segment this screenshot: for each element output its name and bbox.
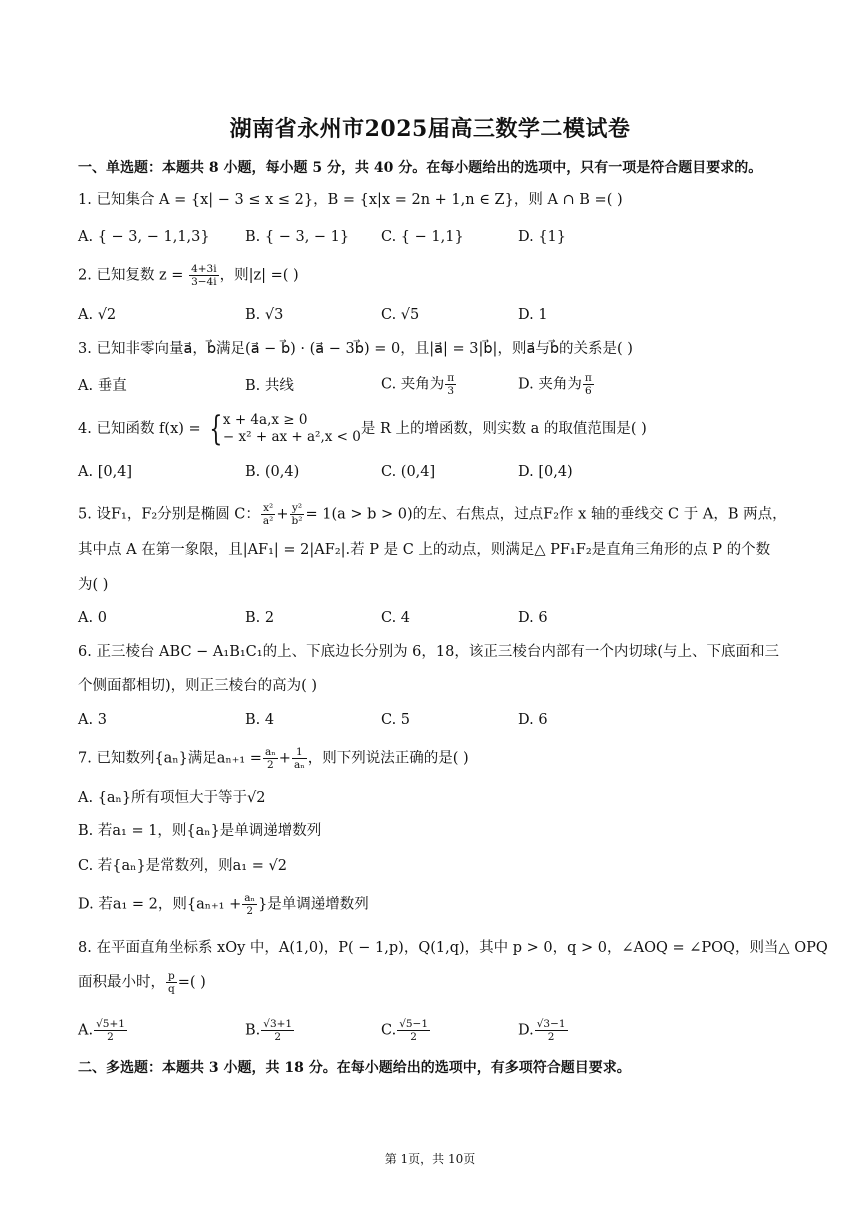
q5-option-a: A. 0 — [78, 610, 107, 626]
q5-fx-num: x² — [261, 502, 275, 515]
q8-option-a — [78, 1018, 128, 1043]
question-7-stem — [78, 746, 790, 771]
q5-fy-den: b² — [291, 515, 303, 527]
q2-option-b: B. √3 — [245, 307, 284, 323]
question-8-line-1: 8. 在平面直角坐标系 xOy 中，A(1,0)，P( − 1,p)，Q(1,q)，其中 p > 0，q > 0，∠AOQ = ∠POQ，则当△ OPQ — [78, 940, 828, 956]
section-single-choice-heading: 一、单选题：本题共 8 小题，每小题 5 分，共 40 分。在每小题给出的选项中，只有一项是符合题目要求的。 — [78, 160, 763, 176]
q3-c-num: π — [447, 372, 455, 384]
q8-b-den: 2 — [274, 1031, 282, 1043]
q8-fraction — [166, 970, 177, 995]
q7-option-c: C. 若{aₙ}是常数列，则a₁ = √2 — [78, 858, 287, 874]
q5-line1-end: = 1(a > b > 0)的左、右焦点，过点F₂作 x 轴的垂线交 C 于 A，B 两点， — [305, 506, 787, 523]
q5-option-c: C. 4 — [381, 610, 411, 626]
q4-option-a: A. [0,4] — [78, 464, 133, 480]
q7-stem-end: ，则下列说法正确的是( ) — [307, 750, 469, 767]
q2-option-c: C. √5 — [381, 307, 420, 323]
q8-option-c-prefix: C. — [381, 1022, 397, 1039]
q8-option-b-prefix: B. — [245, 1022, 261, 1039]
q4-piece-1: x + 4a,x ≥ 0 — [222, 412, 308, 428]
q3-option-a: A. 垂直 — [78, 378, 127, 394]
question-6-line-2: 个侧面都相切)，则正三棱台的高为( ) — [78, 678, 318, 694]
q8-option-c — [381, 1018, 431, 1043]
q2-stem-start: 2. 已知复数 z = — [78, 267, 184, 284]
q7-opt-d-num: aₙ — [244, 892, 256, 904]
q8-c-den: 2 — [410, 1031, 417, 1043]
question-5-line-2: 其中点 A 在第一象限，且|AF₁| = 2|AF₂|.若 P 是 C 上的动点，则满足△ PF₁F₂是直角三角形的点 P 的个数 — [78, 542, 771, 558]
q8-option-c-fraction — [397, 1018, 430, 1043]
q8-b-num: √3+1 — [263, 1018, 293, 1030]
q2-frac-numerator: 4+3i — [191, 263, 217, 275]
q8-option-a-fraction — [94, 1018, 127, 1043]
section-multiple-choice-heading: 二、多选题：本题共 3 小题，共 18 分。在每小题给出的选项中，有多项符合题目要求。 — [78, 1060, 631, 1076]
q6-option-c: C. 5 — [381, 712, 411, 728]
q8-option-d-prefix: D. — [518, 1022, 534, 1039]
q7-stem-start: 7. 已知数列{aₙ}满足aₙ₊₁ = — [78, 750, 262, 767]
q7-f1-num: aₙ — [264, 746, 276, 758]
question-1-stem: 1. 已知集合 A = {x| − 3 ≤ x ≤ 2}，B = {x|x = 2n + 1,n ∈ Z}，则 A ∩ B =( ) — [78, 192, 623, 208]
q3-option-c — [381, 372, 457, 397]
question-8-line-2 — [78, 970, 790, 995]
q6-option-d: D. 6 — [518, 712, 548, 728]
q3-option-d-fraction — [583, 372, 594, 397]
question-6-line-1: 6. 正三棱台 ABC − A₁B₁C₁的上、下底边长分别为 6，18，该正三棱台内部有一个内切球(与上、下底面和三 — [78, 644, 780, 660]
question-2-stem — [78, 263, 790, 288]
q8-a-num: √5+1 — [96, 1018, 125, 1030]
q7-f2-den: aₙ — [293, 759, 305, 771]
question-5-line-1 — [78, 502, 790, 527]
q7-frac-2 — [292, 746, 307, 771]
q7-plus: + — [278, 750, 291, 767]
q7-opt-d-fraction — [242, 892, 257, 917]
q2-option-a: A. √2 — [78, 307, 117, 323]
q4-piecewise — [223, 412, 361, 446]
q5-line1-start: 5. 设F₁，F₂分别是椭圆 C： — [78, 506, 260, 523]
q5-fx-den: a² — [262, 515, 274, 527]
q4-option-b: B. (0,4) — [245, 464, 300, 480]
q4-option-d: D. [0,4) — [518, 464, 573, 480]
q1-option-b: B. { − 3, − 1} — [245, 229, 350, 245]
page-footer: 第 1页，共 10页 — [384, 1152, 476, 1166]
q8-option-b-fraction — [261, 1018, 294, 1043]
q6-option-a: A. 3 — [78, 712, 107, 728]
q8-a-den: 2 — [107, 1031, 114, 1043]
q6-option-b: B. 4 — [245, 712, 275, 728]
q7-option-b: B. 若a₁ = 1，则{aₙ}是单调递增数列 — [78, 823, 322, 839]
q1-option-c: C. { − 1,1} — [381, 229, 464, 245]
q2-fraction — [189, 263, 219, 288]
q5-plus: + — [276, 506, 289, 523]
question-5-line-3: 为( ) — [78, 577, 109, 593]
q7-option-d — [78, 892, 790, 917]
q8-frac-num: p — [168, 970, 175, 982]
q3-d-num: π — [584, 372, 592, 384]
q7-f2-num: 1 — [292, 746, 307, 759]
q3-option-b: B. 共线 — [245, 378, 294, 394]
q8-option-d — [518, 1018, 569, 1043]
q8-option-b — [245, 1018, 295, 1043]
q8-line2-end: =( ) — [177, 974, 206, 991]
q2-stem-end: ，则|z| =( ) — [219, 267, 299, 284]
q4-brace: { — [209, 409, 223, 449]
q1-option-a: A. { − 3, − 1,1,3} — [78, 229, 210, 245]
q7-opt-d-den: 2 — [246, 905, 253, 917]
q3-d-den: 6 — [584, 385, 592, 397]
q8-line2-start: 面积最小时， — [78, 974, 165, 991]
q8-d-den: 2 — [547, 1031, 555, 1043]
q8-option-a-prefix: A. — [78, 1022, 94, 1039]
q7-f1-den: 2 — [267, 759, 274, 771]
q2-frac-denominator: 3−4i — [191, 276, 217, 288]
q7-opt-d-start: D. 若a₁ = 2，则{aₙ₊₁ + — [78, 896, 242, 913]
q4-stem-start: 4. 已知函数 f(x) = — [78, 421, 201, 437]
q5-fy-num: y² — [290, 502, 305, 515]
q3-option-c-label: C. 夹角为 — [381, 376, 445, 393]
question-4-stem — [78, 409, 790, 449]
q3-option-d-label: D. 夹角为 — [518, 376, 582, 393]
q8-frac-den: q — [168, 983, 175, 995]
q5-option-b: B. 2 — [245, 610, 275, 626]
q4-stem-end: 是 R 上的增函数，则实数 a 的取值范围是( ) — [360, 421, 647, 437]
q7-frac-1 — [263, 746, 278, 771]
q1-option-d: D. {1} — [518, 229, 567, 245]
q4-option-c: C. (0,4] — [381, 464, 436, 480]
page-title: 湖南省永州市2025届高三数学二模试卷 — [229, 116, 631, 142]
q8-c-num: √5−1 — [399, 1018, 429, 1030]
question-3-stem: 3. 已知非零向量a⃗，b⃗满足(a⃗ − b⃗) · (a⃗ − 3b⃗) = 0，且|a⃗| = 3|b⃗|，则a⃗与b⃗的关系是( ) — [78, 341, 633, 357]
q3-option-d — [518, 372, 595, 397]
q5-frac-y — [290, 502, 305, 527]
q8-d-num: √3−1 — [536, 1018, 566, 1030]
q8-option-d-fraction — [535, 1018, 568, 1043]
q4-piece-2: − x² + ax + a²,x < 0 — [222, 429, 361, 445]
q5-frac-x — [261, 502, 275, 527]
q7-option-a: A. {aₙ}所有项恒大于等于√2 — [78, 790, 266, 806]
q3-c-den: 3 — [447, 385, 455, 397]
q5-option-d: D. 6 — [518, 610, 548, 626]
q7-opt-d-end: }是单调递增数列 — [258, 896, 369, 913]
q2-option-d: D. 1 — [518, 307, 548, 323]
q3-option-c-fraction — [445, 372, 456, 397]
